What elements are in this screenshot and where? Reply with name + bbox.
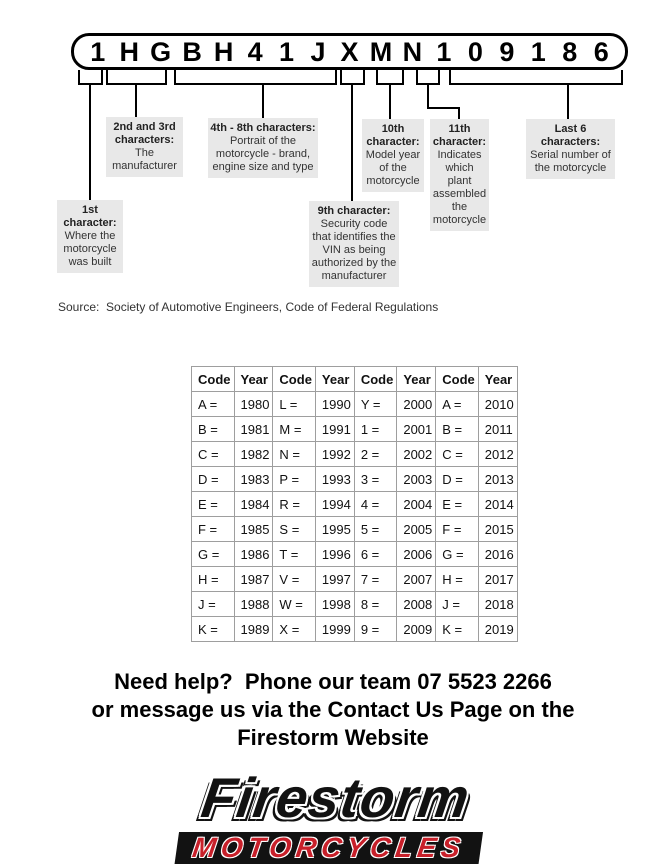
table-header-row [192, 367, 518, 392]
connector-11th-b [427, 107, 460, 109]
table-cell: 2001 [397, 417, 436, 442]
vin-character: 4 [247, 36, 263, 67]
table-cell: J = [436, 592, 479, 617]
table-cell: 1997 [315, 567, 354, 592]
bracket-4th-8th [174, 70, 337, 85]
logo-subtitle: MOTORCYCLES [174, 832, 483, 864]
help-line-3: Firestorm Website [237, 725, 429, 750]
table-cell: J = [192, 592, 235, 617]
table-cell: A = [192, 392, 235, 417]
table-row [192, 492, 518, 517]
table-row [192, 617, 518, 642]
table-header-cell: Year [397, 367, 436, 392]
table-cell: 1995 [315, 517, 354, 542]
year-code-table [191, 366, 518, 642]
table-cell: 1985 [234, 517, 273, 542]
vin-capsule [71, 33, 628, 70]
table-header-cell: Code [192, 367, 235, 392]
table-cell: G = [436, 542, 479, 567]
table-cell: R = [273, 492, 316, 517]
table-cell: 2002 [397, 442, 436, 467]
table-cell: 1980 [234, 392, 273, 417]
table-cell: 1 = [354, 417, 397, 442]
table-cell: 1987 [234, 567, 273, 592]
connector-9th [351, 84, 353, 201]
table-cell: D = [436, 467, 479, 492]
label-body: The manufacturer [112, 147, 177, 172]
vin-character: 9 [499, 36, 515, 67]
table-cell: 2004 [397, 492, 436, 517]
table-cell: 1990 [315, 392, 354, 417]
label-title: Last 6 characters: [540, 123, 601, 148]
label-body: Portrait of the motorcycle - brand, engine size and type [212, 135, 314, 173]
label-title: 11th character: [432, 123, 487, 148]
logo-wordmark: Firestorm [197, 766, 474, 829]
vin-character: M [369, 36, 393, 67]
vin-character: 6 [593, 36, 609, 67]
table-cell: 2 = [354, 442, 397, 467]
label-body: Serial number of the motorcycle [530, 149, 611, 174]
table-cell: 2012 [478, 442, 517, 467]
bracket-10th-character [376, 70, 404, 85]
table-header-cell: Year [315, 367, 354, 392]
label-9th-character [309, 201, 399, 287]
table-cell: 1991 [315, 417, 354, 442]
table-cell: E = [436, 492, 479, 517]
table-cell: 1998 [315, 592, 354, 617]
table-cell: C = [436, 442, 479, 467]
table-cell: 1988 [234, 592, 273, 617]
label-1st-character [57, 200, 123, 273]
table-cell: P = [273, 467, 316, 492]
table-cell: T = [273, 542, 316, 567]
table-cell: F = [436, 517, 479, 542]
table-cell: V = [273, 567, 316, 592]
table-row [192, 567, 518, 592]
label-4th-8th-characters [208, 118, 318, 178]
vin-character: H [119, 36, 139, 67]
table-cell: C = [192, 442, 235, 467]
label-body: Where the motorcycle was built [63, 230, 117, 268]
table-cell: H = [192, 567, 235, 592]
table-cell: 2009 [397, 617, 436, 642]
table-cell: 1982 [234, 442, 273, 467]
vin-character: 1 [530, 36, 546, 67]
table-cell: 2006 [397, 542, 436, 567]
label-2nd-3rd-characters [106, 117, 183, 177]
table-cell: 2013 [478, 467, 517, 492]
table-row [192, 417, 518, 442]
table-cell: 1992 [315, 442, 354, 467]
table-row [192, 392, 518, 417]
table-cell: 2014 [478, 492, 517, 517]
connector-4th-8th [262, 84, 264, 118]
table-cell: B = [192, 417, 235, 442]
connector-10th [389, 84, 391, 119]
label-10th-character [362, 119, 424, 192]
table-cell: S = [273, 517, 316, 542]
help-text [0, 668, 666, 752]
label-title: 9th character: [317, 205, 391, 217]
vin-character: H [213, 36, 234, 67]
table-header-cell: Year [478, 367, 517, 392]
table-cell: M = [273, 417, 316, 442]
table-cell: B = [436, 417, 479, 442]
table-cell: 6 = [354, 542, 397, 567]
table-cell: 9 = [354, 617, 397, 642]
firestorm-logo [0, 766, 666, 864]
vin-character: J [310, 36, 326, 67]
table-cell: 2000 [397, 392, 436, 417]
bracket-1st-character [78, 70, 103, 85]
table-cell: 1983 [234, 467, 273, 492]
table-row [192, 592, 518, 617]
table-cell: 4 = [354, 492, 397, 517]
source-note: Source: Society of Automotive Engineers, Code of Federal Regulations [58, 300, 439, 314]
vin-character: 1 [90, 36, 106, 67]
table-cell: D = [192, 467, 235, 492]
table-cell: 2010 [478, 392, 517, 417]
vin-character: G [150, 36, 172, 67]
table-cell: 2017 [478, 567, 517, 592]
table-cell: 1999 [315, 617, 354, 642]
table-cell: K = [192, 617, 235, 642]
connector-11th-c [458, 107, 460, 119]
table-cell: 1989 [234, 617, 273, 642]
bracket-11th-character [416, 70, 440, 85]
table-cell: 2007 [397, 567, 436, 592]
label-title: 10th character: [366, 123, 420, 148]
table-cell: L = [273, 392, 316, 417]
connector-2nd-3rd [135, 84, 137, 117]
table-cell: 1993 [315, 467, 354, 492]
table-cell: 7 = [354, 567, 397, 592]
table-cell: 1994 [315, 492, 354, 517]
table-cell: 1986 [234, 542, 273, 567]
table-cell: E = [192, 492, 235, 517]
table-cell: W = [273, 592, 316, 617]
vin-character: 1 [436, 36, 452, 67]
table-cell: 5 = [354, 517, 397, 542]
table-cell: 3 = [354, 467, 397, 492]
label-11th-character [430, 119, 489, 231]
vin-character: 8 [562, 36, 578, 67]
table-cell: 8 = [354, 592, 397, 617]
table-cell: X = [273, 617, 316, 642]
label-title: 1st character: [63, 204, 117, 229]
table-cell: 2008 [397, 592, 436, 617]
table-cell: 1981 [234, 417, 273, 442]
table-cell: 2003 [397, 467, 436, 492]
table-header-cell: Code [273, 367, 316, 392]
label-body: Security code that identifies the VIN as being authorized by the manufacturer [311, 218, 397, 282]
vin-character: X [340, 36, 359, 67]
table-cell: 2016 [478, 542, 517, 567]
help-line-2: or message us via the Contact Us Page on the [91, 697, 575, 722]
connector-11th-a [427, 84, 429, 109]
vin-character: N [402, 36, 423, 67]
vin-character: 0 [467, 36, 483, 67]
table-cell: 2015 [478, 517, 517, 542]
table-cell: Y = [354, 392, 397, 417]
label-title: 4th - 8th characters: [210, 122, 316, 134]
table-cell: H = [436, 567, 479, 592]
label-body: Indicates which plant assembled the motorcycle [432, 149, 487, 226]
connector-1st [89, 84, 91, 200]
help-line-1: Need help? Phone our team 07 5523 2266 [114, 669, 552, 694]
table-cell: 1996 [315, 542, 354, 567]
table-row [192, 442, 518, 467]
table-header-cell: Code [436, 367, 479, 392]
table-header-cell: Year [234, 367, 273, 392]
label-last-6-characters [526, 119, 615, 179]
bracket-9th-character [340, 70, 365, 85]
table-cell: 1984 [234, 492, 273, 517]
vin-character: 1 [279, 36, 295, 67]
bracket-2nd-3rd [106, 70, 167, 85]
table-cell: G = [192, 542, 235, 567]
connector-last-6 [567, 85, 569, 119]
table-cell: N = [273, 442, 316, 467]
label-title: 2nd and 3rd characters: [113, 121, 176, 146]
table-header-cell: Code [354, 367, 397, 392]
table-row [192, 467, 518, 492]
bracket-last-6 [449, 70, 623, 85]
label-body: Model year of the motorcycle [365, 149, 421, 187]
table-row [192, 517, 518, 542]
table-row [192, 542, 518, 567]
table-cell: 2019 [478, 617, 517, 642]
table-cell: 2005 [397, 517, 436, 542]
table-cell: 2011 [478, 417, 517, 442]
table-cell: A = [436, 392, 479, 417]
table-cell: 2018 [478, 592, 517, 617]
vin-character: B [182, 36, 202, 67]
table-cell: F = [192, 517, 235, 542]
table-cell: K = [436, 617, 479, 642]
